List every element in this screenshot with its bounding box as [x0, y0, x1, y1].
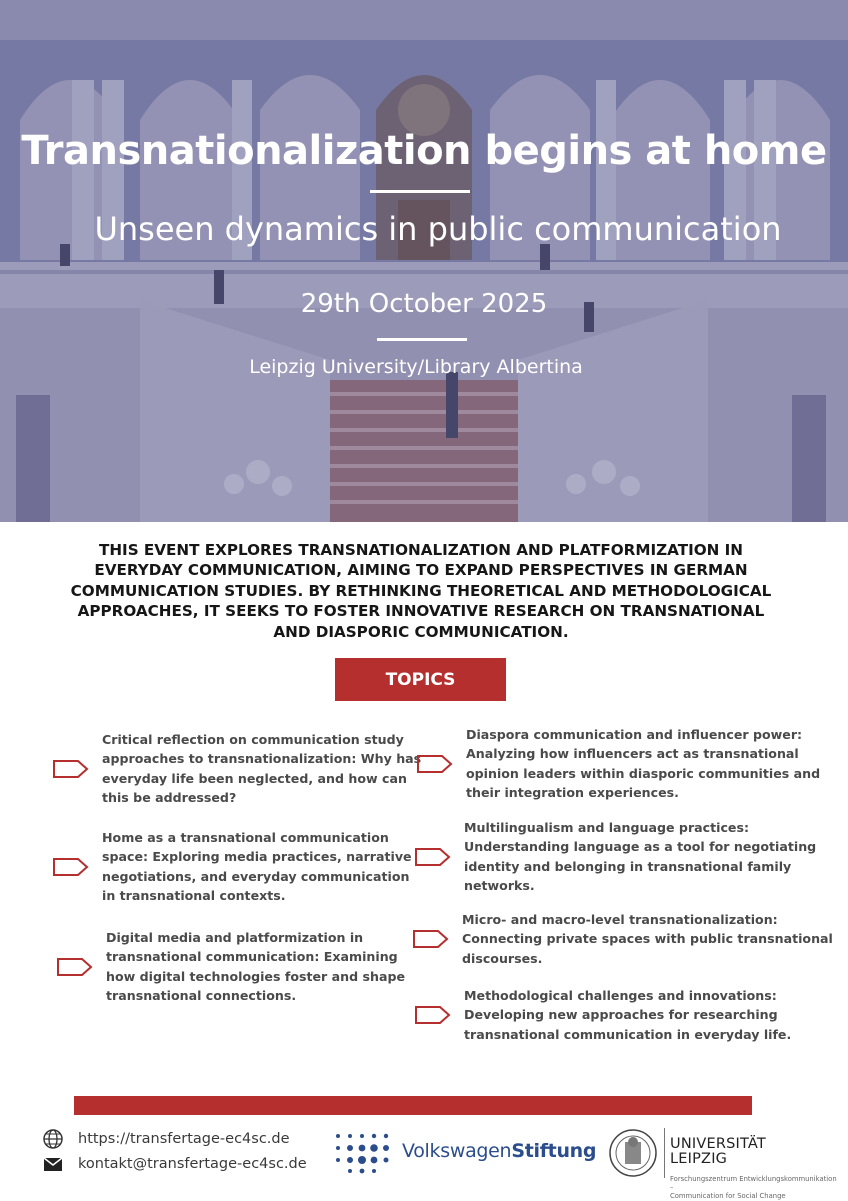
- tag-arrow-icon: [56, 956, 94, 978]
- topic-item: [52, 730, 421, 808]
- research-center-name: Forschungszentrum Entwicklungskommunikation – Communication for Social Change: [670, 1175, 837, 1201]
- topic-item: [412, 910, 833, 968]
- tag-arrow-icon: [52, 758, 90, 780]
- volkswagen-stiftung-dots-logo: [332, 1130, 392, 1174]
- hero-overlay: [0, 0, 848, 522]
- title-divider: [370, 190, 470, 193]
- topic-text: Multilingualism and language practices: Understanding language as a tool for negotiating identity and belonging in transnational family networks.: [464, 820, 817, 894]
- volkswagen-stiftung-logo: VolkswagenStiftung: [402, 1140, 597, 1162]
- hero-title: Transnationalization begins at home: [21, 128, 827, 174]
- topic-text: Micro- and macro-level transnationalization: Connecting private spaces with public transnational discourses.: [462, 912, 833, 966]
- tag-arrow-icon: [414, 1004, 452, 1026]
- globe-icon: [42, 1128, 64, 1150]
- topics-heading: TOPICS: [335, 658, 506, 701]
- email-link[interactable]: kontakt@transfertage-ec4sc.de: [78, 1156, 307, 1172]
- topic-item: [56, 928, 405, 1006]
- topic-item: [416, 725, 820, 803]
- university-seal-icon: [608, 1128, 658, 1178]
- event-date: 29th October 2025: [300, 289, 548, 319]
- tag-arrow-icon: [414, 846, 452, 868]
- topic-text: Critical reflection on communication study approaches to transnationalization: Why has everyday life been neglected, and how can this be addressed?: [102, 732, 422, 806]
- topic-text: Home as a transnational communication space: Exploring media practices, narrative negotiations, and everyday communication in transnational contexts.: [102, 830, 412, 904]
- email-contact[interactable]: [42, 1153, 307, 1175]
- topic-text: Diaspora communication and influencer power: Analyzing how influencers act as transnational opinion leaders within diasporic communities and their integration experiences.: [466, 727, 821, 801]
- topic-text: Methodological challenges and innovations: Developing new approaches for researching transnational communication in everyday life.: [464, 988, 792, 1042]
- topic-text: Digital media and platformization in transnational communication: Examining how digital technologies foster and shape transnational connections.: [106, 930, 406, 1004]
- website-link[interactable]: https://transfertage-ec4sc.de: [78, 1131, 290, 1147]
- tag-arrow-icon: [416, 753, 454, 775]
- university-name: UNIVERSITÄT LEIPZIG: [670, 1136, 766, 1167]
- event-venue: Leipzig University/Library Albertina: [249, 356, 583, 378]
- footer-divider-bar: [74, 1096, 752, 1115]
- topic-item: [414, 818, 816, 896]
- tag-arrow-icon: [412, 928, 450, 950]
- hero-subtitle: Unseen dynamics in public communication: [94, 210, 782, 248]
- university-logo-divider: [664, 1128, 665, 1178]
- date-divider: [377, 338, 467, 341]
- tag-arrow-icon: [52, 856, 90, 878]
- event-description: THIS EVENT EXPLORES TRANSNATIONALIZATION AND PLATFORMIZATION IN EVERYDAY COMMUNICATION, AIMING TO EXPAND PERSPECTIVES IN GERMAN COMMUNICATION STUDIES. BY RETHINKING THEORETICAL AND METHODOLOGICAL APPROACHES, IT SEEKS TO FOSTER INNOVATIVE RESEARCH ON TRANSNATIONAL AND DIASPORIC COMMUNICATION.: [70, 541, 772, 641]
- topic-item: [52, 828, 412, 906]
- envelope-icon: [42, 1153, 64, 1175]
- topic-item: [414, 986, 791, 1044]
- hero-banner: [0, 0, 848, 522]
- website-contact[interactable]: [42, 1128, 290, 1150]
